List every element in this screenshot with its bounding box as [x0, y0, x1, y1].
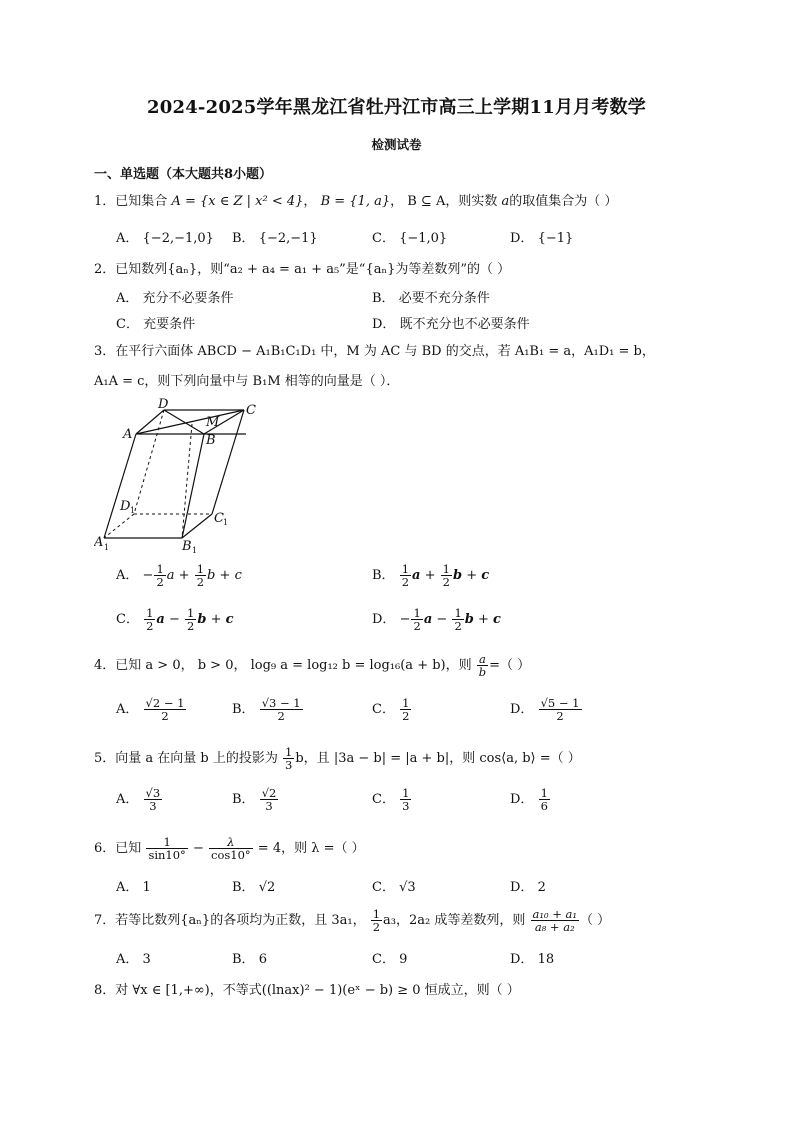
edge-dd1-hidden [134, 410, 164, 514]
q3-option-c[interactable]: C． $\frac{1}{2}$ a − $\frac{1}{2}$ b + c [116, 606, 234, 634]
q4-option-d[interactable]: D． $\frac{√5 - 1}{2}$ [510, 696, 580, 724]
svg-text:1: 1 [130, 506, 136, 515]
q8-number: 8． [94, 983, 116, 998]
parallelepiped-figure [94, 398, 284, 554]
segment-b1m-hidden [182, 424, 192, 538]
q2-option-c[interactable]: C． 充要条件 [116, 317, 196, 332]
label-m: M [206, 415, 220, 430]
q1-set-b: B = {1, a} [320, 194, 391, 209]
q3-option-a[interactable]: A． − $\frac{1}{2}$ a + $\frac{1}{2}$ b + c [116, 562, 242, 590]
q6-option-d[interactable]: D． 2 [510, 880, 546, 895]
q1-option-d[interactable]: D． {−1} [510, 231, 574, 246]
label-a: A [123, 427, 133, 442]
q8-text: 对 ∀x ∈ [1,+∞)，不等式((lnax)² − 1)(eˣ − b) ≥ 0 恒成立，则（ ） [115, 983, 520, 998]
q5-pre: 向量 a 在向量 b 上的投影为 [115, 751, 278, 767]
q1-tail: 的取值集合为（ ） [509, 194, 618, 209]
svg-text:1: 1 [192, 546, 198, 554]
question-6: 6．已知 $\frac{1}{\sin 10^\circ}$ − $\frac{\lambda}{\cos 10^\circ}$ = 4，则 λ =（ ） [94, 835, 365, 863]
q1-cond: ， B ⊆ A，则实数 [390, 194, 498, 209]
q7-option-d[interactable]: D． 18 [510, 952, 555, 967]
q3-line1: 在平行六面体 ABCD − A₁B₁C₁D₁ 中，M 为 AC 与 BD 的交点，若 A₁B₁ = a，A₁D₁ = b， [115, 344, 655, 359]
label-a1: A [94, 535, 104, 550]
q7-pre: 若等比数列{aₙ}的各项均为正数，且 3a₁， [115, 913, 366, 929]
q3-option-d[interactable]: D． − $\frac{1}{2}$ a − $\frac{1}{2}$ b + c [372, 606, 501, 634]
label-b: B [206, 433, 216, 448]
question-5: 5．向量 a 在向量 b 上的投影为 $\frac{1}{3}$ b，且 |3a − b| = |a + b|，则 cos⟨a, b⟩ =（ ） [94, 745, 581, 773]
exam-title: 2024-2025学年黑龙江省牡丹江市高三上学期11月月考数学 [147, 97, 646, 118]
q7-option-b[interactable]: B． 6 [232, 952, 267, 967]
q4-option-c[interactable]: C． $\frac{1}{2}$ [372, 696, 410, 724]
q4-text: 已知 a > 0， b > 0， log₉ a = log₁₂ b = log₁₆(a + b)，则 [115, 658, 472, 674]
svg-text:1: 1 [223, 518, 229, 527]
label-c: C [246, 403, 256, 418]
edge-aa1 [104, 434, 136, 538]
q6-number: 6． [94, 841, 116, 857]
q5-number: 5． [94, 751, 116, 767]
exam-subtitle: 检测试卷 [371, 137, 422, 152]
label-b1: B [182, 539, 192, 554]
q7-post: （ ） [580, 913, 611, 929]
q3-option-b[interactable]: B． $\frac{1}{2}$ a + $\frac{1}{2}$ b + c [372, 562, 490, 590]
question-1 [94, 190, 617, 209]
q6-option-a[interactable]: A． 1 [116, 880, 151, 895]
q4-option-b[interactable]: B． $\frac{√3 - 1}{2}$ [232, 696, 301, 724]
q4-number: 4． [94, 658, 116, 674]
question-3-line-2 [94, 370, 399, 389]
q6-post: = 4，则 λ =（ ） [257, 841, 365, 857]
question-7: 7．若等比数列{aₙ}的各项均为正数，且 3a₁， $\frac{1}{2}$ a₃，2a₂ 成等差数列，则 $\frac{\text{a₁₀ + a₁}}{\text{a₈ + a₂}}$ （ ） [94, 907, 611, 935]
q4-tail: =（ ） [489, 658, 531, 674]
q1-option-b[interactable]: B． {−2,−1} [232, 231, 318, 246]
q1-var: a [501, 194, 510, 209]
q5-option-a[interactable]: A． $\frac{√3}{3}$ [116, 786, 161, 814]
q3-line2: A₁A = c，则下列向量中与 B₁M 相等的向量是（ ）． [94, 374, 400, 389]
q2-option-d[interactable]: D． 既不充分也不必要条件 [372, 317, 530, 332]
edge-d1a1-hidden [104, 514, 134, 538]
q7-option-a[interactable]: A． 3 [116, 952, 151, 967]
q7-option-c[interactable]: C． 9 [372, 952, 408, 967]
q1-set-a: A = {x ∈ Z | x² < 4} [171, 194, 304, 209]
q5-post: b，且 |3a − b| = |a + b|，则 cos⟨a, b⟩ =（ ） [295, 751, 581, 767]
question-8 [94, 979, 520, 998]
q5-option-c[interactable]: C． $\frac{1}{3}$ [372, 786, 410, 814]
diag-ac [136, 410, 244, 434]
q6-option-c[interactable]: C． √3 [372, 880, 416, 895]
q2-number: 2． [94, 262, 116, 277]
question-2 [94, 258, 510, 277]
label-c1: C [214, 511, 224, 526]
q1-text: 已知集合 [115, 194, 168, 209]
q1-number: 1． [94, 194, 116, 209]
q6-pre: 已知 [115, 841, 142, 857]
question-3-line-1 [94, 340, 655, 359]
q3-number: 3． [94, 344, 116, 359]
q1-option-a[interactable]: A． {−2,−1,0} [116, 231, 214, 246]
q2-option-b[interactable]: B． 必要不充分条件 [372, 291, 490, 306]
q5-option-d[interactable]: D． $\frac{1}{6}$ [510, 786, 548, 814]
q1-sep: ， [303, 194, 317, 209]
q2-text: 已知数列{aₙ}，则“a₂ + a₄ = a₁ + a₅”是“{aₙ}为等差数列”的（ ） [115, 262, 511, 277]
q7-number: 7． [94, 913, 116, 929]
q4-option-a[interactable]: A． $\frac{√2 - 1}{2}$ [116, 696, 185, 724]
q7-mid: a₃，2a₂ 成等差数列，则 [383, 913, 526, 929]
q5-option-b[interactable]: B． $\frac{√2}{3}$ [232, 786, 277, 814]
diag-bd [164, 410, 204, 434]
question-4: 4．已知 a > 0， b > 0， log₉ a = log₁₂ b = log₁₆(a + b)，则 $\frac{a}{b}$ =（ ） [94, 652, 531, 680]
section-heading: 一、单选题（本大题共8小题） [94, 167, 273, 182]
q6-option-b[interactable]: B． √2 [232, 880, 276, 895]
label-d: D [158, 398, 169, 412]
q1-option-c[interactable]: C． {−1,0} [372, 231, 448, 246]
label-d1: D [120, 499, 131, 514]
q2-option-a[interactable]: A． 充分不必要条件 [116, 291, 234, 306]
svg-text:1: 1 [104, 543, 110, 552]
